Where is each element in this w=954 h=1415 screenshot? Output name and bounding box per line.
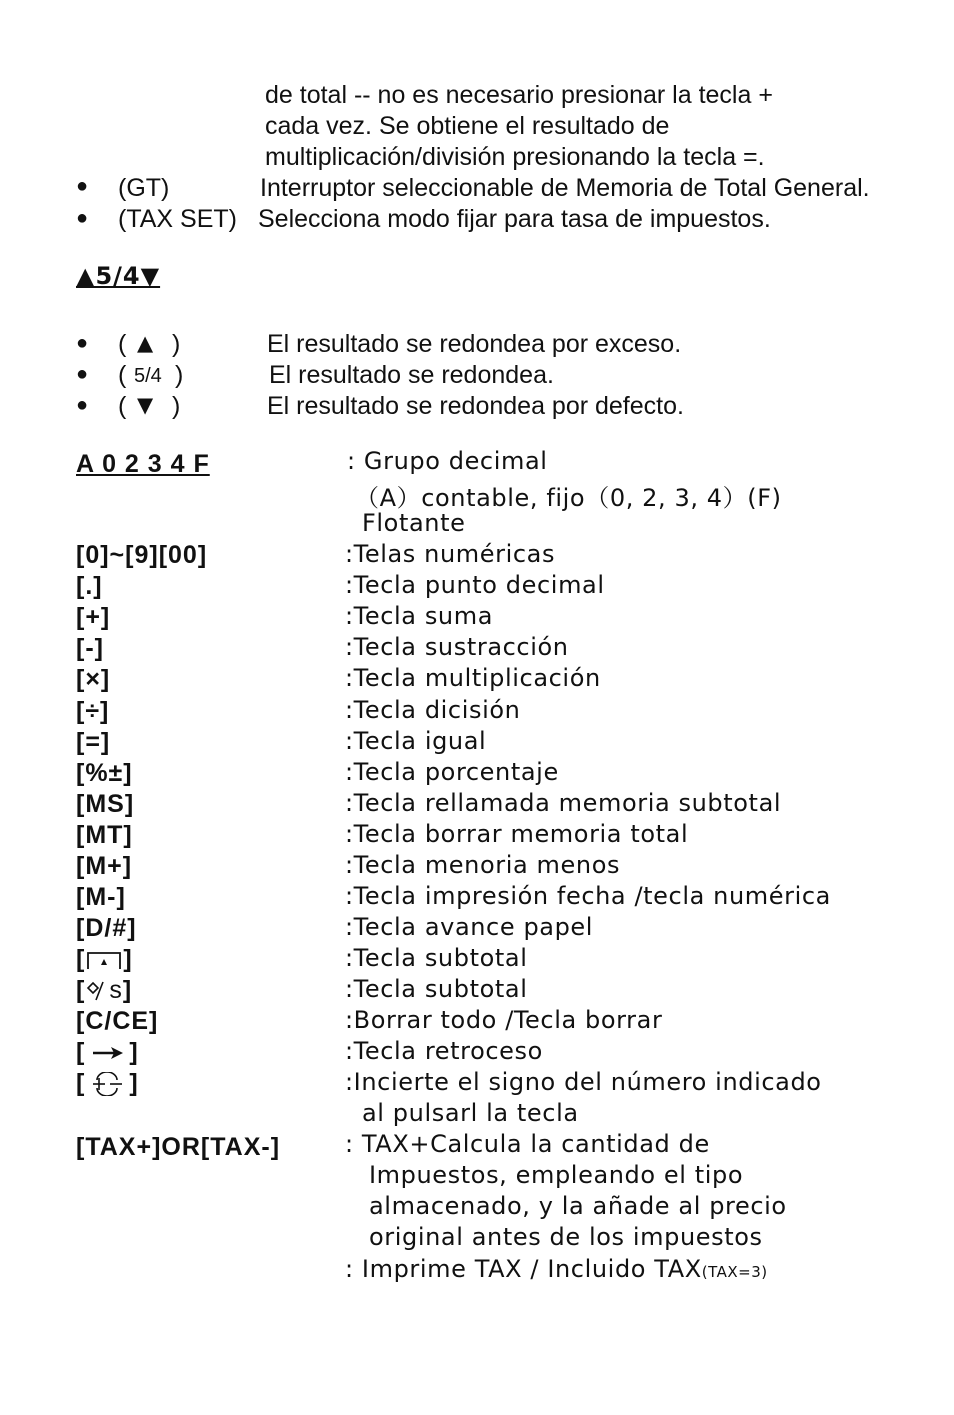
tax-key-label: [TAX+]OR[TAX-] [76, 1133, 281, 1161]
intro-line-2: cada vez. Se obtiene el resultado de [265, 112, 670, 140]
switch-gt-desc: Interruptor seleccionable de Memoria de Total General. [260, 174, 870, 202]
round-54-desc: El resultado se redondea. [269, 361, 554, 389]
key-desc: :Tecla subtotal [345, 944, 528, 972]
key-label: [MS] [76, 790, 135, 818]
key-label: [M+] [76, 852, 133, 880]
decimal-line-2: （A）contable, fijo（0, 2, 3, 4）(F) [355, 484, 782, 512]
bullet-icon: ● [76, 394, 89, 416]
key-label: [×] [76, 665, 111, 693]
round-up-open: ( [118, 330, 127, 358]
key-desc: :Tecla subtotal [345, 975, 528, 1003]
round-down-close: ) [172, 392, 181, 420]
key-label-subtotal-icon: [ ] [76, 945, 133, 973]
key-label: [-] [76, 634, 104, 662]
tax-line-3: almacenado, y la añade al precio [369, 1192, 787, 1220]
round-54-symbol: 5/4 [134, 365, 162, 387]
switch-taxset-label: (TAX SET) [118, 205, 237, 233]
switch-gt-label: (GT) [118, 174, 170, 202]
intro-line-1: de total -- no es necesario presionar la tecla + [265, 81, 773, 109]
key-desc: :Tecla borrar memoria total [345, 820, 689, 848]
key-label: [÷] [76, 697, 110, 725]
key-desc: :Tecla multiplicación [345, 664, 601, 692]
round-54-close: ) [175, 361, 184, 389]
tax-line-2: Impuestos, empleando el tipo [369, 1161, 744, 1189]
round-54-open: ( [118, 361, 127, 389]
round-up-desc: El resultado se redondea por exceso. [267, 330, 682, 358]
key-label: [M-] [76, 883, 126, 911]
key-label: [%±] [76, 759, 133, 787]
bullet-icon: ● [76, 332, 89, 354]
bullet-icon: ● [76, 207, 89, 229]
round-down-desc: El resultado se redondea por defecto. [267, 392, 684, 420]
key-desc: :Tecla punto decimal [345, 571, 605, 599]
decimal-line-3: Flotante [362, 509, 466, 537]
round-down-open: ( [118, 392, 127, 420]
key-label: [D/#] [76, 914, 137, 942]
tax-last-line: : Imprime TAX / Incluido TAX(TAX=3) [345, 1255, 768, 1283]
bullet-icon: ● [76, 175, 89, 197]
key-label: [.] [76, 572, 103, 600]
backspace-arrow-icon [85, 1042, 129, 1064]
subtotal-bracket-icon [85, 949, 123, 971]
key-desc: :Tecla retroceso [345, 1037, 543, 1065]
switch-taxset-desc: Selecciona modo fijar para tasa de impuestos. [258, 205, 771, 233]
key-desc: :Borrar todo /Tecla borrar [345, 1006, 663, 1034]
sign-change-icon [85, 1072, 129, 1096]
tax-line-1: : TAX+Calcula la cantidad de [345, 1130, 710, 1158]
key-desc: :Tecla menoria menos [345, 851, 621, 879]
bullet-icon: ● [76, 363, 89, 385]
intro-line-3: multiplicación/división presionando la tecla =. [265, 143, 765, 171]
key-label-backspace: [ ] [76, 1038, 139, 1066]
key-desc: :Tecla dicisión [345, 696, 521, 724]
key-label: [C/CE] [76, 1007, 159, 1035]
diamond-slash-icon [85, 980, 109, 1002]
key-label-sign-change: [ ] [76, 1069, 139, 1097]
triangle-down-icon: ▼ [137, 393, 154, 417]
key-desc: :Tecla sustracción [345, 633, 569, 661]
triangle-up-icon: ▲ [137, 331, 154, 355]
key-label: [=] [76, 728, 111, 756]
key-desc: :Tecla suma [345, 602, 494, 630]
sign-desc-continuation: al pulsarl la tecla [362, 1099, 579, 1127]
key-desc: :Tecla impresión fecha /tecla numérica [345, 882, 831, 910]
key-label: [0]~[9][00] [76, 541, 208, 569]
decimal-line-1: : Grupo decimal [347, 447, 548, 475]
key-label-diamond-s: [ s] [76, 976, 133, 1004]
round-up-close: ) [172, 330, 181, 358]
key-desc: :Telas numéricas [345, 540, 556, 568]
tax-line-4: original antes de los impuestos [369, 1223, 763, 1251]
key-label: [MT] [76, 821, 133, 849]
key-desc: :Tecla igual [345, 727, 487, 755]
key-desc: :Tecla rellamada memoria subtotal [345, 789, 782, 817]
key-desc: :Incierte el signo del número indicado [345, 1068, 822, 1096]
rounding-heading: ▲5/4▼ [76, 262, 161, 290]
key-label: [+] [76, 603, 111, 631]
key-desc: :Tecla avance papel [345, 913, 594, 941]
key-desc: :Tecla porcentaje [345, 758, 559, 786]
decimal-heading: A 0 2 3 4 F [76, 450, 210, 478]
